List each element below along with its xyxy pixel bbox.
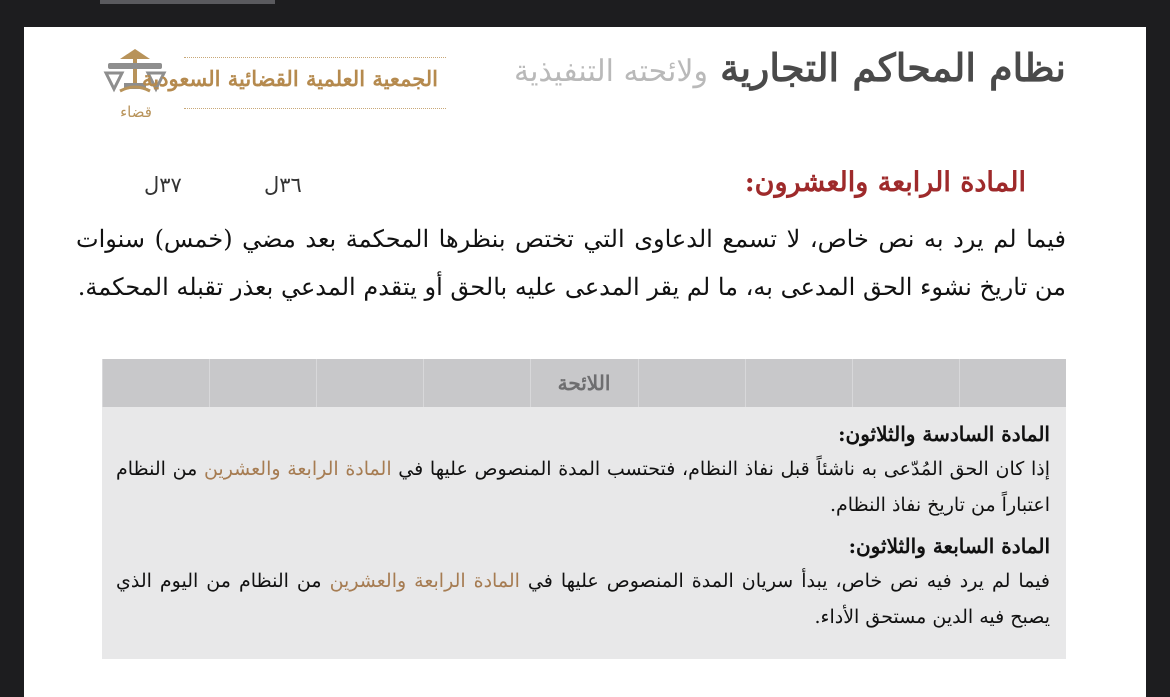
reg-article-36-title: المادة السادسة والثلاثون:	[838, 422, 1050, 446]
reg-article-37-text	[116, 563, 1050, 635]
reg-article-37-text-before: فيما لم يرد فيه نص خاص، يبدأ سريان المدة المنصوص عليها في	[519, 570, 1051, 592]
reg-article-36-text	[116, 451, 1050, 523]
regulation-ref-37: ٣٧ل	[144, 173, 182, 197]
reg-article-36-text-before: إذا كان الحق المُدّعى به ناشئاً قبل نفاذ النظام، فتحتسب المدة المنصوص عليها في	[391, 458, 1050, 480]
reg-article-37-title: المادة السابعة والثلاثون:	[848, 534, 1050, 558]
page-header	[24, 27, 1146, 147]
system-title-main: نظام المحاكم التجارية	[720, 45, 1066, 90]
regulation-ref-36: ٣٦ل	[264, 173, 302, 197]
active-tab-indicator	[100, 0, 275, 4]
reg-article-37-text-after: من النظام من اليوم الذي يصبح فيه الدين مستحق الأداء.	[116, 570, 1050, 628]
top-strip	[0, 0, 1170, 8]
document-page	[24, 27, 1146, 697]
logo-word: قضاء	[120, 103, 152, 121]
reg-article-37-highlight: المادة الرابعة والعشرين	[329, 570, 520, 592]
regulation-header	[102, 359, 1066, 407]
reg-article-36-highlight: المادة الرابعة والعشرين	[203, 458, 392, 480]
regulation-header-label: اللائحة	[557, 371, 611, 395]
society-name: الجمعية العلمية القضائية السعودية	[142, 66, 438, 91]
regulation-box	[102, 359, 1066, 659]
regulation-body	[116, 417, 1050, 641]
article-body: فيما لم يرد به نص خاص، لا تسمع الدعاوى التي تختص بنظرها المحكمة بعد مضي (خمس) سنوات من تاريخ نشوء الحق المدعى به، ما لم يقر المدعى عليه بالحق أو يتقدم المدعي بعذر تقبله المحكمة.	[76, 225, 1066, 301]
system-title-sub: ولائحته التنفيذية	[514, 54, 708, 89]
system-title	[514, 45, 1066, 90]
society-banner	[142, 57, 446, 109]
reg-article-36-text-after: من النظام اعتباراً من تاريخ نفاذ النظام.	[116, 458, 1050, 516]
article-title: المادة الرابعة والعشرون:	[744, 167, 1026, 198]
